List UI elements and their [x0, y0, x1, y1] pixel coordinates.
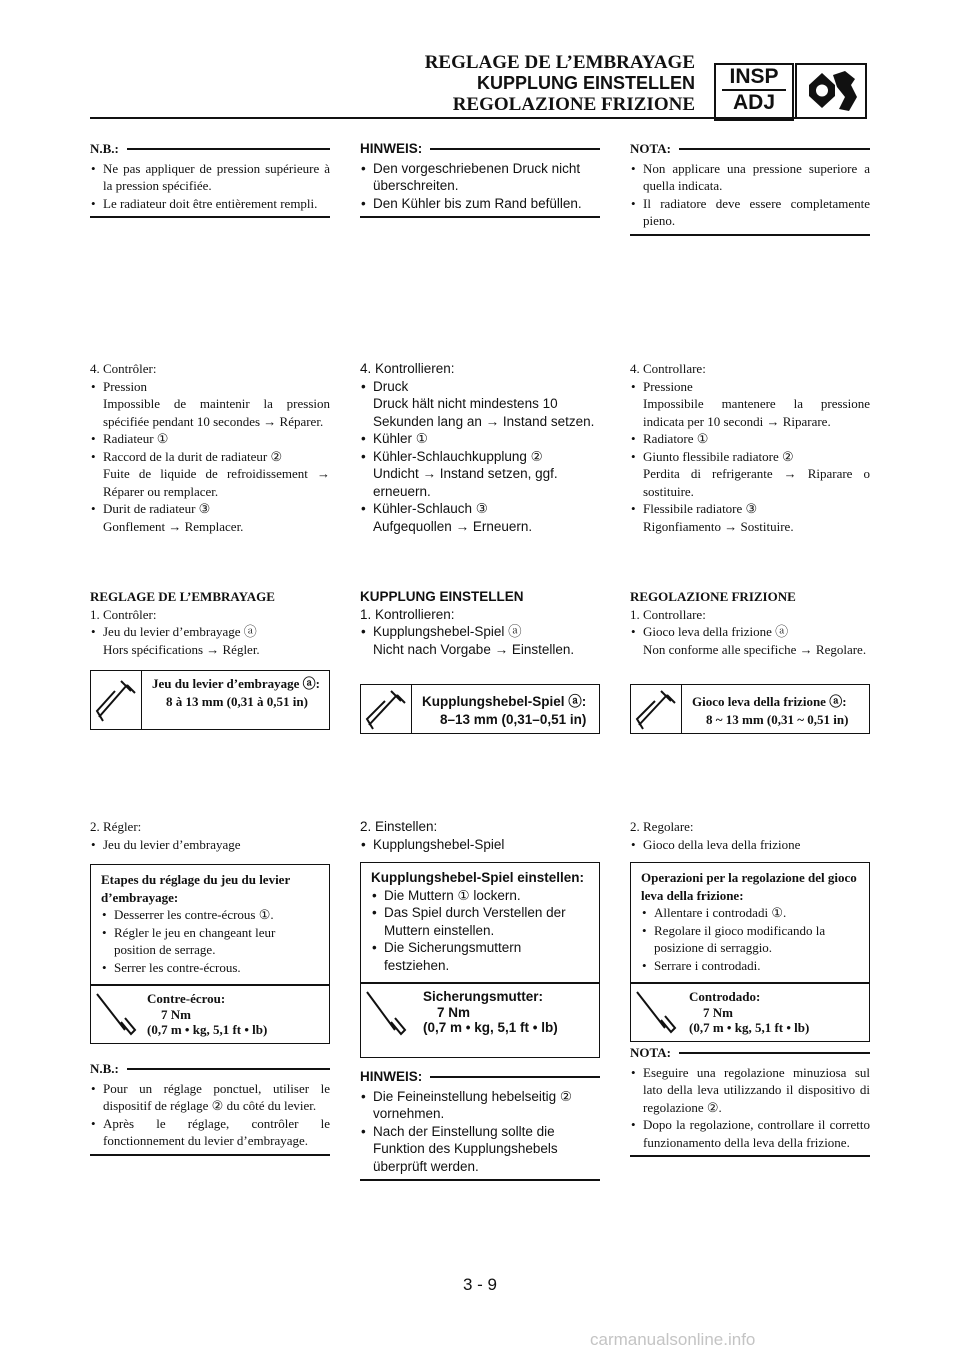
fr-clutch-title: REGLAGE DE L’EMBRAYAGE: [90, 589, 275, 604]
caliper-icon: [361, 685, 412, 733]
it-spec-label: Gioco leva della frizione ⓐ:: [692, 694, 847, 709]
de-c1-detail: Nicht nach Vorgabe → Einstellen.: [373, 641, 575, 657]
it-clutch-section: [630, 588, 870, 658]
fr-spec-value: 8 à 13 mm (0,31 à 0,51 in): [166, 693, 308, 709]
fr-torque-value: 7 Nm: [161, 1007, 191, 1022]
de-step4-item: • Kühler ①: [360, 430, 600, 448]
fr-torque-value-2: (0,7 m • kg, 5,1 ft • lb): [147, 1022, 268, 1037]
fr-step4: [90, 360, 330, 535]
fr-note1-head: N.B.:: [90, 141, 119, 156]
watermark: carmanualsonline.info: [590, 1330, 756, 1349]
fr-spec-box: [90, 670, 330, 730]
fr-note2-item: • Après le réglage, contrôler le fonctionnement du levier d’embrayage.: [90, 1115, 330, 1150]
header-title-it: REGOLAZIONE FRIZIONE: [452, 94, 695, 115]
fr-note2: [90, 1060, 330, 1156]
de-step4-head: 4. Kontrollieren:: [360, 361, 455, 376]
fr-torque-label: Contre-écrou:: [147, 990, 226, 1006]
fr-c2-item: • Jeu du levier d’embrayage: [90, 836, 330, 854]
it-torque-value: 7 Nm: [703, 1005, 733, 1020]
it-clutch-title: REGOLAZIONE FRIZIONE: [630, 589, 796, 604]
fr-note1-item: • Ne pas appliquer de pression supérieure à la pression spécifiée.: [90, 160, 330, 195]
de-proc-step: • Die Muttern ① lockern.: [371, 887, 589, 905]
header-title-de: KUPPLUNG EINSTELLEN: [476, 73, 695, 93]
de-note1: [360, 140, 600, 218]
it-step4-head: 4. Controllare:: [630, 361, 706, 376]
fr-step4-head: 4. Contrôler:: [90, 361, 157, 376]
it-note1-item: • Il radiatore deve essere completamente pieno.: [630, 195, 870, 230]
de-note1-head: HINWEIS:: [360, 141, 423, 156]
it-proc-step: • Serrare i controdadi.: [641, 957, 859, 975]
fr-c1-head: 1. Contrôler:: [90, 606, 157, 622]
de-proc-step: • Die Sicherungsmuttern festziehen.: [371, 939, 589, 974]
de-torque-value: 7 Nm: [437, 1005, 471, 1020]
de-proc-step: • Das Spiel durch Verstellen der Muttern einstellen.: [371, 904, 589, 939]
it-c1-head: 1. Controllare:: [630, 606, 706, 622]
fr-proc-step: • Desserrer les contre-écrous ①.: [101, 906, 319, 924]
page-number: 3 - 9: [462, 1275, 498, 1294]
it-step4-item: • Pressione Impossibile mantenere la pressione indicata per 10 secondi → Riparare.: [630, 378, 870, 431]
it-note2-item: • Eseguire una regolazione minuziosa sul lato della leva utilizzando il dispositivo di regolazione ②.: [630, 1064, 870, 1117]
it-proc-step: • Regolare il gioco modificando la posizione di serraggio.: [641, 922, 859, 957]
header-title-fr: REGLAGE DE L’EMBRAYAGE: [424, 52, 695, 73]
it-c2-item: • Gioco della leva della frizione: [630, 836, 870, 854]
it-c1-detail: Non conforme alle specifiche → Regolare.: [643, 641, 867, 657]
it-step4-item: • Radiatore ①: [630, 430, 870, 448]
wrench-icon: [795, 63, 867, 119]
it-note2: [630, 1044, 870, 1157]
it-note1-item: • Non applicare una pressione superiore a quella indicata.: [630, 160, 870, 195]
fr-note1: [90, 140, 330, 218]
it-procedure-box: [630, 862, 870, 1042]
de-torque-label: Sicherungsmutter:: [423, 988, 544, 1004]
it-spec-box: [630, 684, 870, 734]
fr-proc-title: Etapes du réglage du jeu du levier d’embrayage:: [101, 872, 290, 905]
de-note2-head: HINWEIS:: [360, 1069, 423, 1084]
de-clutch-title: KUPPLUNG EINSTELLEN: [360, 589, 524, 604]
badge-top: INSP: [729, 65, 779, 88]
it-proc-title: Operazioni per la regolazione del gioco leva della frizione:: [641, 870, 857, 903]
badge-bottom: ADJ: [732, 90, 775, 114]
it-proc-step: • Allentare i controdadi ①.: [641, 904, 859, 922]
de-c2-item: • Kupplungshebel-Spiel: [360, 836, 600, 854]
it-torque-label: Controdado:: [689, 988, 761, 1004]
fr-note2-item: • Pour un réglage ponctuel, utiliser le dispositif de réglage ② du côté du levier.: [90, 1080, 330, 1115]
torque-wrench-icon: [91, 986, 141, 1042]
fr-step4-item: • Raccord de la durit de radiateur ② Fuite de liquide de refroidissement → Réparer ou remplacer.: [90, 448, 330, 501]
de-c1-head: 1. Kontrollieren:: [360, 606, 455, 622]
fr-proc-step: • Régler le jeu en changeant leur position de serrage.: [101, 924, 319, 959]
de-spec-value: 8–13 mm (0,31–0,51 in): [440, 711, 587, 727]
fr-step4-item: • Pression Impossible de maintenir la pression spécifiée pendant 10 secondes → Réparer.: [90, 378, 330, 431]
torque-wrench-icon: [631, 984, 681, 1040]
de-note2-item: • Die Feineinstellung hebelseitig ② vornehmen.: [360, 1088, 600, 1123]
fr-c2-head: 2. Régler:: [90, 819, 142, 834]
it-note1: [630, 140, 870, 236]
fr-proc-step: • Serrer les contre-écrous.: [101, 959, 319, 977]
de-step2: [360, 818, 600, 853]
it-step4-item: • Giunto flessibile radiatore ② Perdita di refrigerante → Riparare o sostituire.: [630, 448, 870, 501]
fr-procedure-box: [90, 864, 330, 1044]
de-c2-head: 2. Einstellen:: [360, 819, 438, 834]
it-c1-item: Gioco leva della frizione ⓐ: [643, 624, 789, 639]
it-spec-value: 8 ~ 13 mm (0,31 ~ 0,51 in): [706, 711, 849, 727]
de-step4-item: • Kühler-Schlauch ③ Aufgequollen → Erneuern.: [360, 500, 600, 535]
page-header: [425, 52, 695, 115]
de-c1-item: Kupplungshebel-Spiel ⓐ: [373, 624, 522, 639]
fr-c1-item: Jeu du levier d’embrayage ⓐ: [103, 624, 257, 639]
de-spec-box: [360, 684, 600, 734]
de-step4-item: • Druck Druck hält nicht mindestens 10 Sekunden lang an → Instand setzen.: [360, 378, 600, 431]
de-proc-title: Kupplungshebel-Spiel einstellen:: [371, 870, 585, 885]
it-note2-item: • Dopo la regolazione, controllare il corretto funzionamento della leva della frizione.: [630, 1116, 870, 1151]
it-step4-item: • Flessibile radiatore ③ Rigonfiamento → Sostituire.: [630, 500, 870, 535]
it-c2-head: 2. Regolare:: [630, 819, 694, 834]
it-step2: [630, 818, 870, 853]
fr-note1-item: • Le radiateur doit être entièrement rempli.: [90, 195, 330, 213]
fr-spec-label: Jeu du levier d’embrayage ⓐ:: [152, 676, 321, 691]
de-note1-item: • Den vorgeschriebenen Druck nicht überschreiten.: [360, 160, 600, 195]
it-step4: [630, 360, 870, 535]
insp-adj-badge: [714, 63, 794, 121]
de-torque-value-2: (0,7 m • kg, 5,1 ft • lb): [423, 1020, 558, 1035]
it-note1-head: NOTA:: [630, 141, 671, 156]
de-procedure-box: [360, 862, 600, 1058]
fr-note2-head: N.B.:: [90, 1061, 119, 1076]
caliper-icon: [631, 685, 682, 733]
fr-step4-item: • Durit de radiateur ③ Gonflement → Remplacer.: [90, 500, 330, 535]
de-step4-item: • Kühler-Schlauchkupplung ② Undicht → Instand setzen, ggf. erneuern.: [360, 448, 600, 501]
de-note2: [360, 1068, 600, 1181]
fr-c1-detail: Hors spécifications → Régler.: [103, 641, 260, 657]
torque-wrench-icon: [361, 984, 411, 1042]
de-step4: [360, 360, 600, 535]
fr-step2: [90, 818, 330, 853]
it-note2-head: NOTA:: [630, 1045, 671, 1060]
fr-clutch-section: [90, 588, 330, 658]
fr-step4-item: • Radiateur ①: [90, 430, 330, 448]
header-rule: [90, 117, 866, 119]
caliper-icon: [91, 671, 142, 729]
de-note2-item: • Nach der Einstellung sollte die Funktion des Kupplungshebels überprüft werden.: [360, 1123, 600, 1176]
de-note1-item: • Den Kühler bis zum Rand befüllen.: [360, 195, 600, 213]
de-clutch-section: [360, 588, 600, 658]
de-spec-label: Kupplungshebel-Spiel ⓐ:: [422, 694, 587, 709]
it-torque-value-2: (0,7 m • kg, 5,1 ft • lb): [689, 1020, 810, 1035]
